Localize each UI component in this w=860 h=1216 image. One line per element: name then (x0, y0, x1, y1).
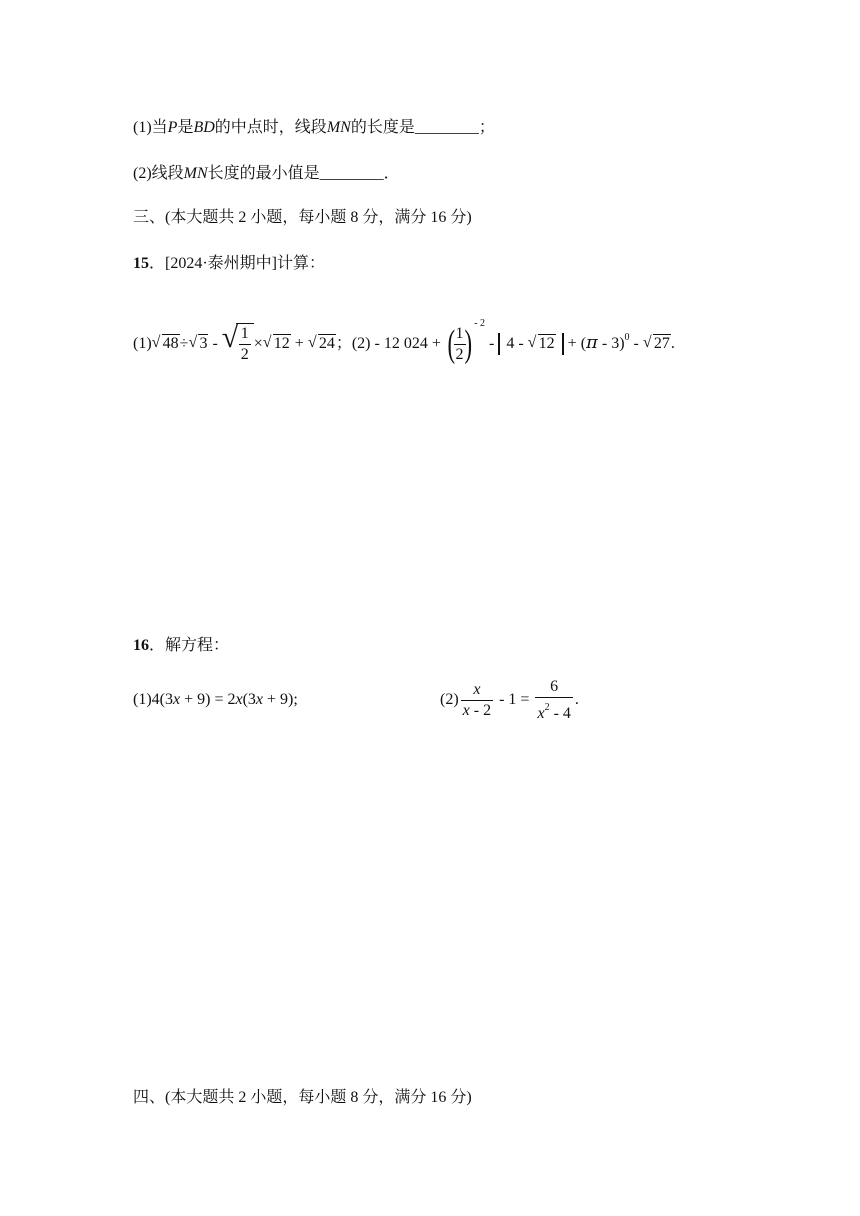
exponent: 0 (624, 332, 630, 343)
radicand: 12 (273, 335, 290, 352)
text: ； (335, 335, 352, 352)
answer-blank-text: 长度的最小值是________． (207, 165, 400, 182)
fraction-half (239, 324, 251, 365)
radicand (236, 323, 254, 365)
numerator: 1 (454, 324, 466, 345)
operator: + ( (563, 335, 587, 352)
sqrt-24 (308, 320, 336, 368)
q14-part1 (133, 118, 495, 138)
text: ． (149, 637, 166, 654)
sqrt-3 (188, 320, 208, 368)
radical-icon: √ (221, 321, 239, 354)
part-label: (2) - 12 024 + (351, 335, 445, 352)
exponent: 2 (544, 701, 550, 713)
var-bd: BD (193, 119, 215, 136)
radical-icon: √ (527, 334, 537, 351)
numerator: 6 (535, 677, 572, 698)
answer-blank-text: 的长度是________； (350, 119, 495, 136)
text: 是 (177, 119, 194, 136)
operator: ÷ (179, 335, 189, 352)
radicand: 12 (538, 335, 555, 352)
q15-expressions (133, 300, 675, 368)
var-mn: MN (326, 119, 351, 136)
numerator: 1 (239, 324, 251, 345)
question-number: 16 (133, 637, 149, 654)
text: . (670, 335, 675, 352)
q14-part2 (133, 164, 400, 184)
numerator: x (461, 680, 493, 701)
text: (3 (242, 691, 256, 708)
fraction-x-over-x-minus-2 (461, 680, 493, 721)
text: (1)当 (133, 119, 168, 136)
sqrt-48 (152, 320, 180, 368)
absolute-value (498, 333, 563, 355)
operator: × (253, 335, 263, 352)
sqrt-12 (263, 320, 291, 368)
text: (1)4(3 (133, 691, 173, 708)
question-source: [2024·泰州期中] (165, 255, 278, 272)
var-p: P (167, 119, 178, 136)
var-x: x (172, 691, 181, 708)
operator: + (290, 335, 308, 352)
operator: - (208, 335, 222, 352)
text: 4 - (506, 335, 528, 352)
section-3-heading: 三、(本大题共 2 小题，每小题 8 分，满分 16 分) (133, 209, 472, 226)
denominator: 2 (240, 345, 249, 363)
pi-symbol: π (586, 332, 598, 353)
radicand: 48 (162, 335, 179, 352)
radical-icon: √ (151, 334, 161, 351)
var-mn: MN (183, 165, 208, 182)
denominator: 2 (455, 345, 464, 363)
text: . (574, 691, 579, 708)
text: + 9); (263, 691, 298, 708)
text: - 2 (469, 701, 492, 719)
var-x: x (462, 701, 470, 719)
text: - 4 (549, 704, 571, 722)
denominator (461, 701, 493, 721)
q15-header (133, 254, 325, 274)
fraction-6-over-x2-minus-4 (535, 677, 572, 724)
text: (2)线段 (133, 165, 184, 182)
var-x: x (537, 704, 545, 722)
text: - 3) (597, 335, 625, 352)
q16-equation-2 (440, 676, 579, 724)
exponent: - 2 (474, 318, 486, 329)
denominator (535, 698, 572, 724)
sqrt-27 (643, 320, 671, 368)
sqrt-half (222, 320, 254, 368)
radicand: 3 (199, 335, 208, 352)
radical-icon: √ (642, 334, 652, 351)
operator: - (485, 335, 499, 352)
var-x: x (255, 691, 264, 708)
instruction: 解方程： (165, 637, 230, 654)
var-x: x (235, 691, 243, 708)
radical-icon: √ (188, 334, 198, 351)
radical-icon: √ (262, 334, 272, 351)
sqrt-12 (528, 333, 556, 355)
instruction: 计算： (277, 255, 326, 272)
text: - 1 = (495, 691, 534, 708)
left-paren-icon: ( (447, 323, 455, 366)
radical-icon: √ (307, 334, 317, 351)
part-label: (1) (133, 335, 152, 352)
radicand: 24 (318, 335, 335, 352)
text: + 9) = 2 (180, 691, 236, 708)
right-paren-icon: ) (464, 323, 472, 366)
operator: - (629, 335, 643, 352)
text: 的中点时，线段 (214, 119, 327, 136)
question-number: 15 (133, 255, 149, 272)
text: ． (149, 255, 166, 272)
q16-header (133, 636, 229, 656)
radicand: 27 (653, 335, 670, 352)
section-4-heading: 四、(本大题共 2 小题，每小题 8 分，满分 16 分) (133, 1089, 472, 1106)
q16-equation-1 (133, 690, 298, 710)
part-label: (2) (440, 691, 459, 708)
